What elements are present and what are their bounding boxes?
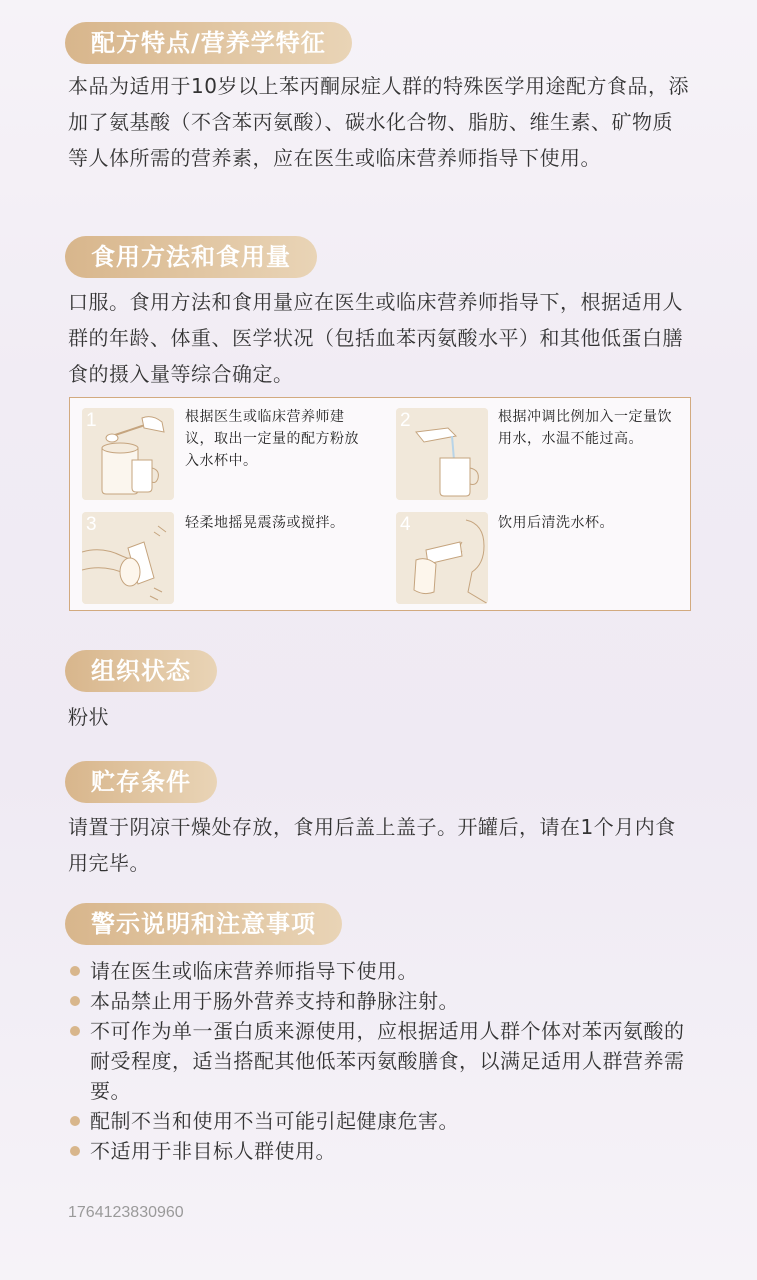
warnings-heading: 警示说明和注意事项	[65, 903, 342, 945]
list-item-text: 配制不当和使用不当可能引起健康危害。	[90, 1109, 459, 1133]
bullet-dot-icon	[70, 1146, 80, 1156]
state-text: 粉状	[68, 705, 109, 729]
list-item-text: 本品禁止用于肠外营养支持和静脉注射。	[90, 989, 459, 1013]
list-item-text: 请在医生或临床营养师指导下使用。	[90, 959, 418, 983]
storage-text: 请置于阴凉干燥处存放，食用后盖上盖子。开罐后，请在1个月内食用完毕。	[68, 815, 676, 875]
step-number: 3	[86, 514, 97, 535]
bullet-dot-icon	[70, 1116, 80, 1126]
step-2-text: 根据冲调比例加入一定量饮用水，水温不能过高。	[498, 409, 672, 447]
step-number: 4	[400, 514, 411, 535]
pour-water-icon	[396, 408, 488, 500]
state-heading: 组织状态	[65, 650, 217, 692]
step-number: 1	[86, 410, 97, 431]
features-text: 本品为适用于10岁以上苯丙酮尿症人群的特殊医学用途配方食品，添加了氨基酸（不含苯丙氨酸）、碳水化合物、脂肪、维生素、矿物质等人体所需的营养素，应在医生或临床营养师指导下使用。	[68, 74, 689, 170]
step-4-text: 饮用后清洗水杯。	[498, 515, 614, 531]
list-item	[68, 1016, 698, 1106]
product-id-text: 1764123830960	[68, 1204, 184, 1221]
shake-cup-icon	[82, 512, 174, 604]
bullet-dot-icon	[70, 1026, 80, 1036]
scoop-powder-icon	[82, 408, 174, 500]
warnings-list	[68, 956, 698, 1166]
bullet-dot-icon	[70, 996, 80, 1006]
step-number: 2	[400, 410, 411, 431]
drink-icon	[396, 512, 488, 604]
usage-text: 口服。食用方法和食用量应在医生或临床营养师指导下，根据适用人群的年龄、体重、医学状况（包括血苯丙氨酸水平）和其他低蛋白膳食的摄入量等综合确定。	[68, 290, 683, 386]
list-item	[68, 956, 698, 986]
features-heading: 配方特点/营养学特征	[65, 22, 352, 64]
list-item	[68, 986, 698, 1016]
list-item-text: 不可作为单一蛋白质来源使用，应根据适用人群个体对苯丙氨酸的耐受程度，适当搭配其他低苯丙氨酸膳食，以满足适用人群营养需要。	[90, 1019, 685, 1103]
step-3-text: 轻柔地摇晃震荡或搅拌。	[185, 515, 345, 531]
storage-heading: 贮存条件	[65, 761, 217, 803]
usage-heading: 食用方法和食用量	[65, 236, 317, 278]
list-item	[68, 1106, 698, 1136]
list-item	[68, 1136, 698, 1166]
preparation-steps-panel	[69, 397, 691, 611]
step-1-text: 根据医生或临床营养师建议，取出一定量的配方粉放入水杯中。	[185, 409, 359, 469]
list-item-text: 不适用于非目标人群使用。	[90, 1139, 336, 1163]
bullet-dot-icon	[70, 966, 80, 976]
